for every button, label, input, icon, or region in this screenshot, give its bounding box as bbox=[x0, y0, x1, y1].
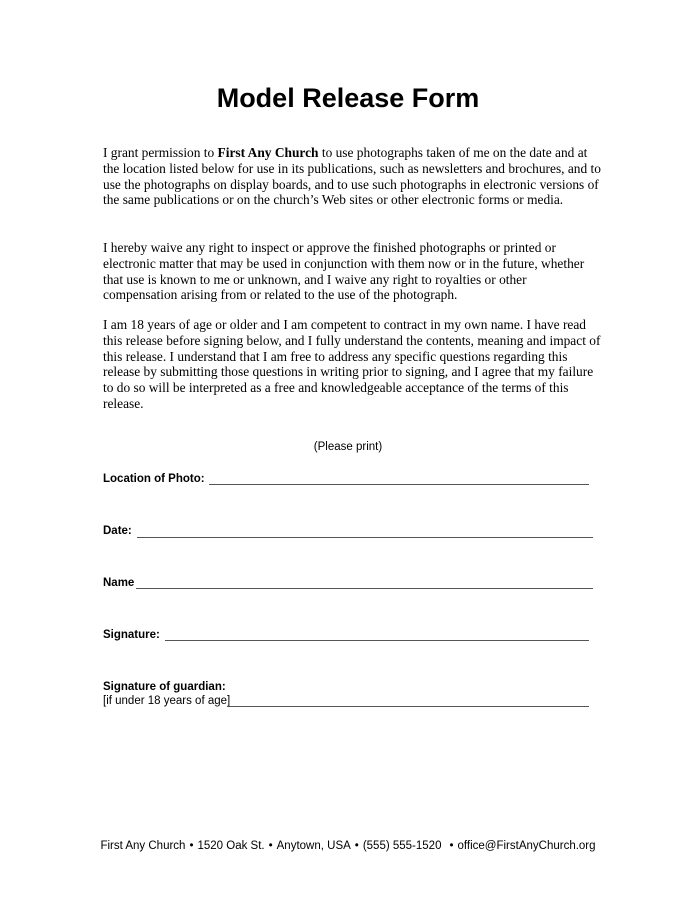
footer-contact bbox=[0, 839, 696, 853]
location-input-line[interactable] bbox=[209, 484, 589, 485]
name-input-line[interactable] bbox=[136, 588, 593, 589]
bullet-separator: • bbox=[449, 840, 454, 852]
location-field bbox=[103, 472, 593, 488]
permission-paragraph bbox=[103, 145, 603, 208]
footer-phone: (555) 555-1520 bbox=[362, 840, 442, 852]
bullet-separator: • bbox=[189, 840, 194, 852]
bullet-separator: • bbox=[268, 840, 273, 852]
page-title: Model Release Form bbox=[216, 83, 480, 113]
footer-organization: First Any Church bbox=[100, 840, 186, 852]
permission-prefix: I grant permission to bbox=[103, 145, 218, 160]
footer-city: Anytown, USA bbox=[276, 840, 351, 852]
guardian-signature-field bbox=[103, 680, 593, 710]
footer-address: 1520 Oak St. bbox=[197, 840, 265, 852]
footer-email: office@FirstAnyChurch.org bbox=[457, 840, 596, 852]
location-label: Location of Photo: bbox=[103, 473, 205, 485]
signature-input-line[interactable] bbox=[165, 640, 589, 641]
please-print-note: (Please print) bbox=[313, 441, 383, 453]
date-label: Date: bbox=[103, 525, 132, 537]
date-input-line[interactable] bbox=[137, 537, 593, 538]
waiver-paragraph: I hereby waive any right to inspect or approve the finished photographs or printed or electronic matter that may be used in conjunction with them now or in the future, whether that use is known to me or unknown, and I waive any right to royalties or other compensation arising from or related to the use of the photograph. bbox=[103, 240, 585, 303]
signature-label: Signature: bbox=[103, 629, 160, 641]
organization-name: First Any Church bbox=[217, 145, 319, 160]
name-label: Name bbox=[103, 577, 135, 589]
age-consent-paragraph: I am 18 years of age or older and I am competent to contract in my own name. I have read this release before signing below, and I fully understand the contents, meaning and impact of this release. I understand that I am free to address any specific questions regarding this release by submitting those questions in writing prior to signing, and I agree that my failure to do so will be interpreted as a free and knowledgeable acceptance of the terms of this release. bbox=[103, 317, 601, 411]
name-field bbox=[103, 576, 593, 592]
guardian-age-note: [if under 18 years of age] bbox=[103, 695, 231, 707]
bullet-separator: • bbox=[354, 840, 359, 852]
signature-field bbox=[103, 628, 593, 644]
guardian-signature-input-line[interactable] bbox=[227, 706, 589, 707]
guardian-label: Signature of guardian: bbox=[103, 681, 226, 693]
date-field bbox=[103, 524, 593, 540]
permission-suffix: to use photographs taken of me on the date and at the location listed below for use in its publications, such as newsletters and brochures, and to use the photographs on display boards, and to use such photographs in electronic versions of the same publications or on the church’s Web sites or other electronic forms or media. bbox=[103, 145, 601, 208]
